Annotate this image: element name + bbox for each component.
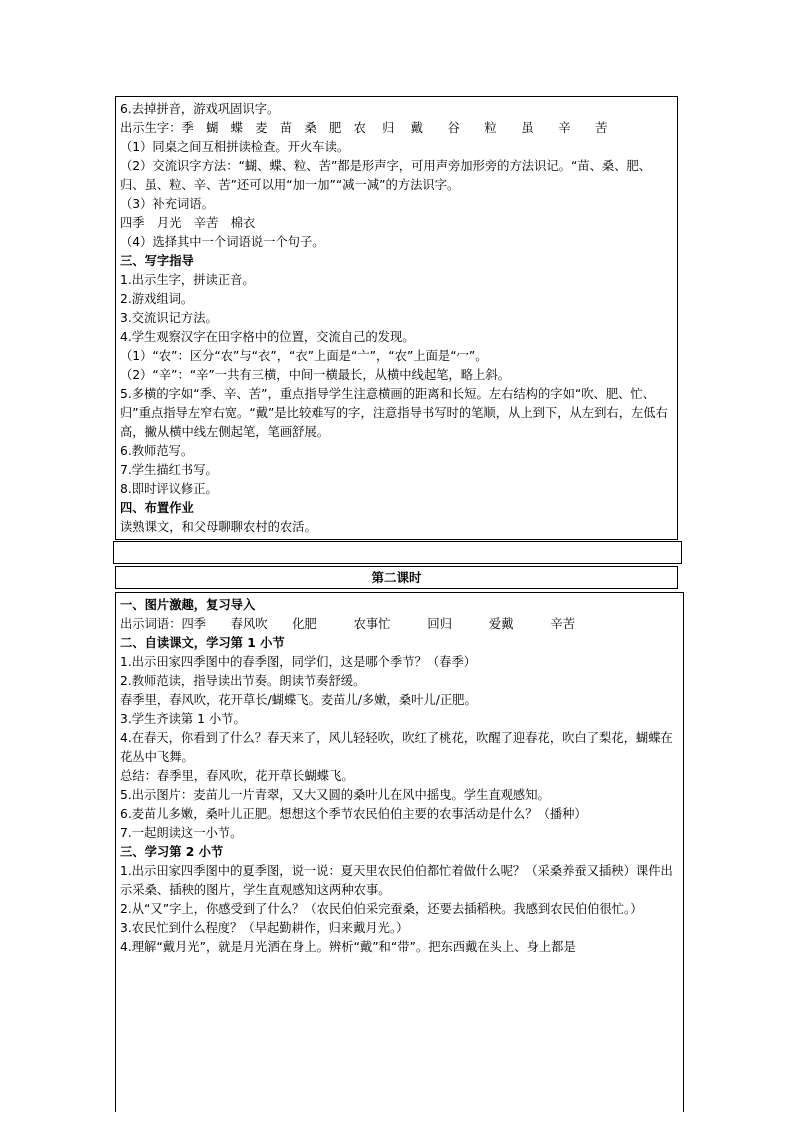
text-line: 7.一起朗读这一小节。 xyxy=(120,826,243,840)
text-line: 出示词语：四季 春风吹 化肥 农事忙 回归 爱戴 辛苦 xyxy=(120,617,575,631)
text-line: （4）选择其中一个词语说一个句子。 xyxy=(120,235,325,249)
text-line: 3.农民忙到什么程度？（早起勤耕作，归来戴月光。） xyxy=(120,921,409,935)
text-line: 4.在春天，你看到了什么？春天来了，风儿轻轻吹，吹红了桃花，吹醒了迎春花，吹白了梨花，蝴蝶在花丛中飞舞。 xyxy=(120,731,673,764)
text-line: （1）“农”：区分“农”与“衣”，“衣”上面是“亠”，“农”上面是“冖”。 xyxy=(120,349,488,363)
text-line: （2）交流识字方法：“蝴、蝶、粒、苦”都是形声字，可用声旁加形旁的方法识记。“苗、桑、肥、归、虽、粒、辛、苦”还可以用“加一加”“减一减”的方法识字。 xyxy=(120,159,652,192)
text-line: 1.出示生字，拼读正音。 xyxy=(120,273,255,287)
session-title: 第二课时 xyxy=(371,570,422,585)
session-title-row xyxy=(115,566,678,589)
text-line: 5.多横的字如“季、辛、苦”，重点指导学生注意横画的距离和长短。左右结构的字如“吹、肥、忙、归”重点指导左窄右宽。“戴”是比较难写的字，注意指导书写时的笔顺，从上到下，从左到右，左低右高，撇从横中线左侧起笔，笔画舒展。 xyxy=(120,387,668,439)
section-heading: 三、写字指导 xyxy=(120,254,194,268)
text-line: 3.交流识记方法。 xyxy=(120,311,218,325)
text-line: 3.学生齐读第 1 小节。 xyxy=(120,712,246,726)
text-line: 4.学生观察汉字在田字格中的位置，交流自己的发现。 xyxy=(120,330,415,344)
text-line: 读熟课文，和父母聊聊农村的农活。 xyxy=(120,520,317,534)
text-line: 1.出示田家四季图中的夏季图，说一说：夏天里农民伯伯都忙着做什么呢？（采桑养蚕又插秧）课件出示采桑、插秧的图片，学生直观感知这两种农事。 xyxy=(120,864,673,897)
text-line: （2）“辛”：“辛”一共有三横，中间一横最长，从横中线起笔，略上斜。 xyxy=(120,368,510,382)
text-line: （3）补充词语。 xyxy=(120,197,214,211)
section-heading: 四、布置作业 xyxy=(120,501,194,515)
text-line: 6.麦苗儿多嫩，桑叶儿正肥。想想这个季节农民伯伯主要的农事活动是什么？（播种） xyxy=(120,807,587,821)
text-line: 出示生字：季 蝴 蝶 麦 苗 桑 肥 农 归 戴 谷 粒 虽 辛 苦 xyxy=(120,121,608,135)
text-line: 春季里，春风吹，花开草长/蝴蝶飞。麦苗儿/多嫩，桑叶儿/正肥。 xyxy=(120,693,477,707)
text-line: 7.学生描红书写。 xyxy=(120,463,218,477)
text-line: 6.教师范写。 xyxy=(120,444,194,458)
blank-row xyxy=(113,541,682,564)
text-line: 2.从“又”字上，你感受到了什么？（农民伯伯采完蚕桑，还要去插稻秧。我感到农民伯伯很忙。） xyxy=(120,902,643,916)
lesson-plan-part-1 xyxy=(115,96,678,540)
text-line: 2.游戏组词。 xyxy=(120,292,194,306)
text-line: 1.出示田家四季图中的春季图，同学们，这是哪个季节？（春季） xyxy=(120,655,477,669)
text-line: 4.理解“戴月光”，就是月光洒在身上。辨析“戴”和“带”。把东西戴在头上、身上都是 xyxy=(120,940,576,954)
section-heading: 一、图片激趣，复习导入 xyxy=(120,598,256,612)
section-heading: 三、学习第 2 小节 xyxy=(120,845,224,859)
text-line: 四季 月光 辛苦 棉衣 xyxy=(120,216,256,230)
text-line: （1）同桌之间互相拼读检查。开火车读。 xyxy=(120,140,350,154)
text-line: 8.即时评议修正。 xyxy=(120,482,218,496)
text-line: 总结：春季里，春风吹，花开草长蝴蝶飞。 xyxy=(120,769,354,783)
text-line: 2.教师范读，指导读出节奏。朗读节奏舒缓。 xyxy=(120,674,366,688)
section-heading: 二、自读课文，学习第 1 小节 xyxy=(120,636,285,650)
text-line: 5.出示图片：麦苗儿一片青翠，又大又圆的桑叶儿在风中摇曳。学生直观感知。 xyxy=(120,788,550,802)
text-line: 6.去掉拼音，游戏巩固识字。 xyxy=(120,102,280,116)
lesson-plan-part-2 xyxy=(115,592,684,1112)
